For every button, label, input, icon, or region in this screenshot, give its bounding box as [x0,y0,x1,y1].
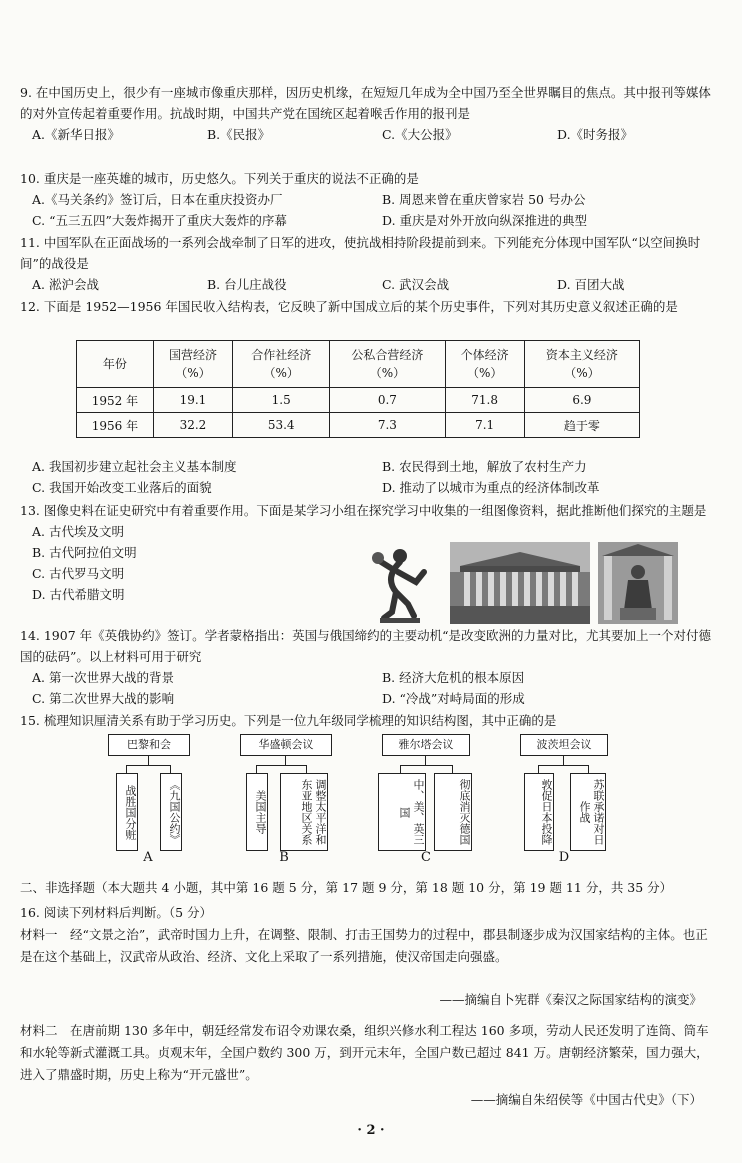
question-11 [20,232,720,295]
diagram-c-title: 雅尔塔会议 [382,734,470,756]
diagram-c-box-2: 彻底消灭德国 [434,773,472,851]
table-cell: 19.1 [153,388,232,413]
section-2-heading: 二、非选择题（本大题共 4 小题，其中第 16 题 5 分，第 17 题 9 分，第 18 题 10 分，第 19 题 11 分，共 35 分） [20,880,673,895]
material-1: 材料一 经“文景之治”，武帝时国力上升，在调整、限制、打击王国势力的过程中，郡县制逐步成为汉国家结构的主体。也正是在这个基础上，汉武帝从政治、经济、文化上采取了一系列措施，使汉帝国走向强盛。 [20,927,708,964]
table-cell: 71.8 [445,388,524,413]
diagram-b-box-2: 调整太平洋和东亚地区关系 [280,773,328,851]
question-16-stem: 16. 阅读下列材料后判断。（5 分） [20,905,213,920]
diagram-d-title: 波茨坦会议 [520,734,608,756]
q12-option-a: A. 我国初步建立起社会主义基本制度 [32,459,237,474]
question-14-stem: 14. 1907 年《英俄协约》签订。学者蒙格指出：英国与俄国缔约的主要动机“是改变欧洲的力量对比，尤其要加上一个对付德国的砝码”。以上材料可用于研究 [20,628,712,664]
question-13-stem: 13. 图像史料在证史研究中有着重要作用。下面是某学习小组在探究学习中收集的一组图像资料，据此推断他们探究的主题是 [20,503,707,518]
table-cell: 趋于零 [524,413,639,438]
diagram-d-label: D [558,850,570,865]
q9-option-b: B.《民报》 [207,127,271,142]
diagram-a-box-2: 《九国公约》 [160,773,182,851]
q11-option-b: B. 台儿庄战役 [207,277,287,292]
page-number: · 2 · [357,1123,385,1138]
question-15 [20,710,720,731]
q14-option-d: D. “冷战”对峙局面的形成 [382,691,525,706]
table-cell: 6.9 [524,388,639,413]
diagram-c-box-1: 中、美、英三国 [378,773,426,851]
diagram-d-box-1: 敦促日本投降 [524,773,554,851]
discobolus-statue-image [370,542,440,624]
table-header-cell: 公私合营经济 （%） [330,341,445,388]
diagram-b [240,734,330,864]
q12-option-c: C. 我国开始改变工业落后的面貌 [32,480,212,495]
table-cell: 1.5 [233,388,330,413]
q9-option-a: A.《新华日报》 [32,127,121,142]
q10-option-b: B. 周恩来曾在重庆曾家岩 50 号办公 [382,192,586,207]
zeus-statue-image [598,542,678,624]
question-9-stem: 9. 在中国历史上，很少有一座城市像重庆那样，因历史机缘，在短短几年成为全中国乃至全世界瞩目的焦点。其中报刊等媒体的对外宣传起着重要作用。抗战时期，中国共产党在国统区起着喉舌作用的报刊是 [20,85,711,121]
diagram-c-label: C [421,850,431,865]
q11-option-a: A. 淞沪会战 [32,277,99,292]
table-cell: 7.1 [445,413,524,438]
question-15-stem: 15. 梳理知识厘清关系有助于学习历史。下列是一位九年级同学梳理的知识结构图，其中正确的是 [20,713,557,728]
q12-option-d: D. 推动了以城市为重点的经济体制改革 [382,480,600,495]
q13-option-c: C. 古代罗马文明 [32,566,125,581]
diagram-a-label: A [143,850,153,865]
table-cell: 1956 年 [77,413,154,438]
diagram-b-box-1: 美国主导 [246,773,268,851]
q14-option-a: A. 第一次世界大战的背景 [32,670,174,685]
q13-option-a: A. 古代埃及文明 [32,524,124,539]
table-cell: 53.4 [233,413,330,438]
material-1-source: ——摘编自卜宪群《秦汉之际国家结构的演变》 [439,992,702,1007]
table-cell: 7.3 [330,413,445,438]
q10-option-a: A.《马关条约》签订后，日本在重庆投资办厂 [32,192,283,207]
question-10-stem: 10. 重庆是一座英雄的城市，历史悠久。下列关于重庆的说法不正确的是 [20,171,419,186]
q11-option-d: D. 百团大战 [557,277,625,292]
q10-option-c: C. “五三五四”大轰炸揭开了重庆大轰炸的序幕 [32,213,287,228]
table-cell: 32.2 [153,413,232,438]
table-header-cell: 个体经济 （%） [445,341,524,388]
table-header-cell: 合作社经济 （%） [233,341,330,388]
q14-option-b: B. 经济大危机的根本原因 [382,670,525,685]
diagram-a-title: 巴黎和会 [108,734,190,756]
material-2: 材料二 在唐前期 130 多年中，朝廷经常发布诏令劝课农桑，组织兴修水利工程达 160 多项，劳动人民还发明了连筒、筒车和水轮等新式灌溉工具。贞观末年，全国户数约 300 万，到开元末年，全国户数已超过 841 万。唐朝经济繁荣，国力强大，进入了鼎盛时期，历史上称为“开元盛世”。 [20,1023,709,1082]
material-2-source: ——摘编自朱绍侯等《中国古代史》（下） [470,1092,702,1107]
diagram-d-box-2: 苏联承诺对日作战 [570,773,606,851]
question-11-stem: 11. 中国军队在正面战场的一系列会战牵制了日军的进攻，使抗战相持阶段提前到来。下列能充分体现中国军队“以空间换时间”的战役是 [20,235,701,271]
q13-option-d: D. 古代希腊文明 [32,587,125,602]
table-header-cell: 国营经济 （%） [153,341,232,388]
q10-option-d: D. 重庆是对外开放向纵深推进的典型 [382,213,588,228]
q11-option-c: C. 武汉会战 [382,277,450,292]
diagram-c [378,734,478,864]
q14-option-c: C. 第二次世界大战的影响 [32,691,175,706]
income-structure-table [76,340,640,438]
diagram-a [108,734,188,864]
table-cell: 1952 年 [77,388,154,413]
parthenon-image [450,542,590,624]
diagram-a-box-1: 战胜国分赃 [116,773,138,851]
question-9 [20,82,720,145]
diagram-b-title: 华盛顿会议 [240,734,332,756]
table-row [77,413,640,438]
question-10 [20,168,720,231]
q12-option-b: B. 农民得到土地，解放了农村生产力 [382,459,587,474]
q9-option-d: D.《时务报》 [557,127,634,142]
q9-option-c: C.《大公报》 [382,127,458,142]
question-12-stem: 12. 下面是 1952—1956 年国民收入结构表，它反映了新中国成立后的某个历史事件，下列对其历史意义叙述正确的是 [20,299,678,314]
diagram-b-label: B [279,850,289,865]
diagram-d [520,734,610,864]
question-12-options [20,456,720,498]
question-14 [20,625,720,709]
question-12 [20,296,720,317]
table-header-cell: 年份 [77,341,154,388]
table-header-cell: 资本主义经济 （%） [524,341,639,388]
table-header-row [77,341,640,388]
table-row [77,388,640,413]
q13-option-b: B. 古代阿拉伯文明 [32,545,137,560]
table-cell: 0.7 [330,388,445,413]
